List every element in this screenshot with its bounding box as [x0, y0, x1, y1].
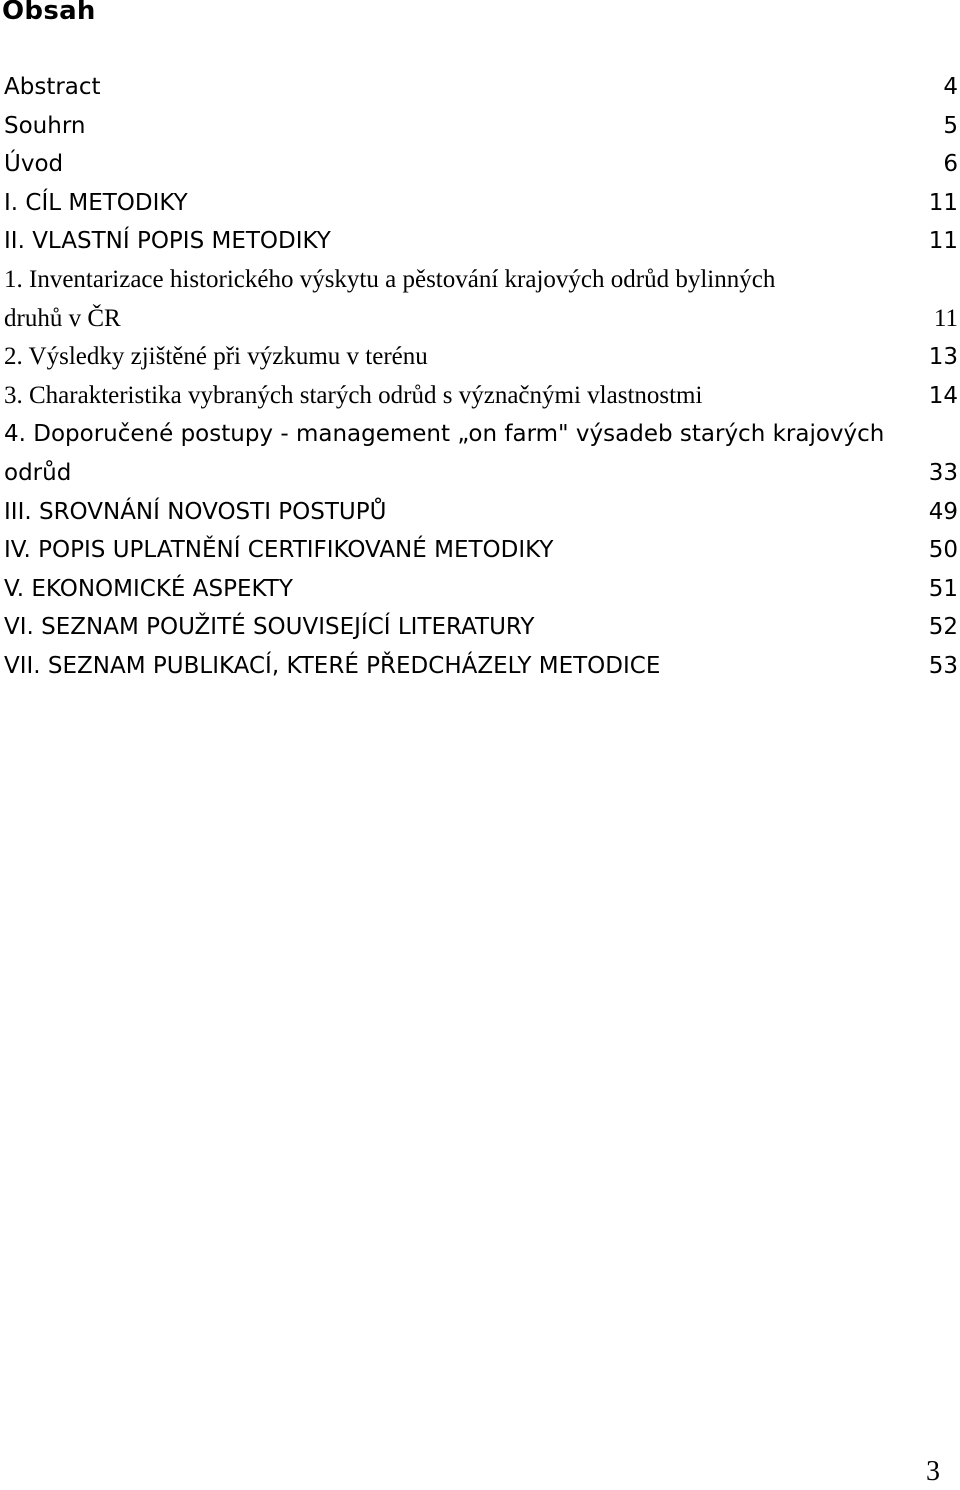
page-number: 3 [926, 1456, 940, 1487]
toc-entry-title: IV. POPIS UPLATNĚNÍ CERTIFIKOVANÉ METODIKY [4, 537, 554, 564]
toc-entry-page: 6 [943, 151, 958, 178]
toc-entry-inventarizace-cont[interactable] [4, 300, 958, 339]
toc-entry-ekonomicke-aspekty[interactable] [4, 570, 958, 609]
toc-entry-title: VII. SEZNAM PUBLIKACÍ, KTERÉ PŘEDCHÁZELY METODICE [4, 652, 661, 679]
toc-entry-title: V. EKONOMICKÉ ASPEKTY [4, 575, 293, 602]
toc-entry-page: 50 [928, 537, 958, 564]
toc-entry-page: 5 [943, 112, 958, 139]
toc-entry-cil-metodiky[interactable] [4, 184, 958, 223]
table-of-contents [4, 68, 958, 686]
toc-entry-title: 2. Výsledky zjištěné při výzkumu v terénu [4, 343, 428, 371]
toc-entry-doporucene-postupy[interactable] [4, 415, 958, 454]
toc-entry-title: 1. Inventarizace historického výskytu a pěstování krajových odrůd bylinných [4, 265, 776, 293]
toc-entry-page: 33 [928, 459, 958, 486]
toc-entry-page: 13 [928, 344, 958, 371]
toc-entry-inventarizace[interactable] [4, 261, 958, 300]
toc-entry-page: 14 [928, 382, 958, 409]
toc-entry-page: 11 [928, 189, 958, 216]
toc-entry-srovnani[interactable] [4, 493, 958, 532]
toc-entry-popis-uplatneni[interactable] [4, 531, 958, 570]
toc-entry-vlastni-popis[interactable] [4, 222, 958, 261]
toc-entry-title: II. VLASTNÍ POPIS METODIKY [4, 228, 331, 255]
toc-entry-title: I. CÍL METODIKY [4, 189, 188, 216]
toc-entry-title: Souhrn [4, 112, 86, 139]
toc-entry-page: 53 [928, 652, 958, 679]
toc-entry-title: III. SROVNÁNÍ NOVOSTI POSTUPŮ [4, 498, 387, 525]
toc-entry-uvod[interactable] [4, 145, 958, 184]
toc-entry-doporucene-postupy-cont[interactable] [4, 454, 958, 493]
toc-heading: Obsah [2, 0, 96, 26]
toc-entry-page: 52 [928, 614, 958, 641]
toc-entry-seznam-publikaci[interactable] [4, 647, 958, 686]
toc-entry-title: 4. Doporučené postupy - management „on farm" výsadeb starých krajových [4, 421, 885, 448]
toc-entry-title: odrůd [4, 459, 72, 486]
toc-entry-charakteristika[interactable] [4, 377, 958, 416]
toc-entry-title: Úvod [4, 151, 64, 178]
toc-entry-abstract[interactable] [4, 68, 958, 107]
toc-entry-page: 4 [943, 74, 958, 100]
toc-entry-page: 49 [928, 498, 958, 525]
toc-entry-page: 51 [928, 575, 958, 602]
toc-entry-souhrn[interactable] [4, 107, 958, 146]
toc-entry-title: druhů v ČR [4, 304, 121, 332]
toc-entry-title: 3. Charakteristika vybraných starých odrůd s význačnými vlastnostmi [4, 381, 703, 409]
toc-entry-seznam-literatury[interactable] [4, 608, 958, 647]
toc-entry-page: 11 [933, 304, 958, 332]
toc-entry-title: VI. SEZNAM POUŽITÉ SOUVISEJÍCÍ LITERATURY [4, 614, 535, 641]
toc-entry-page: 11 [928, 228, 958, 255]
toc-entry-vysledky[interactable] [4, 338, 958, 377]
toc-entry-title: Abstract [4, 74, 101, 100]
